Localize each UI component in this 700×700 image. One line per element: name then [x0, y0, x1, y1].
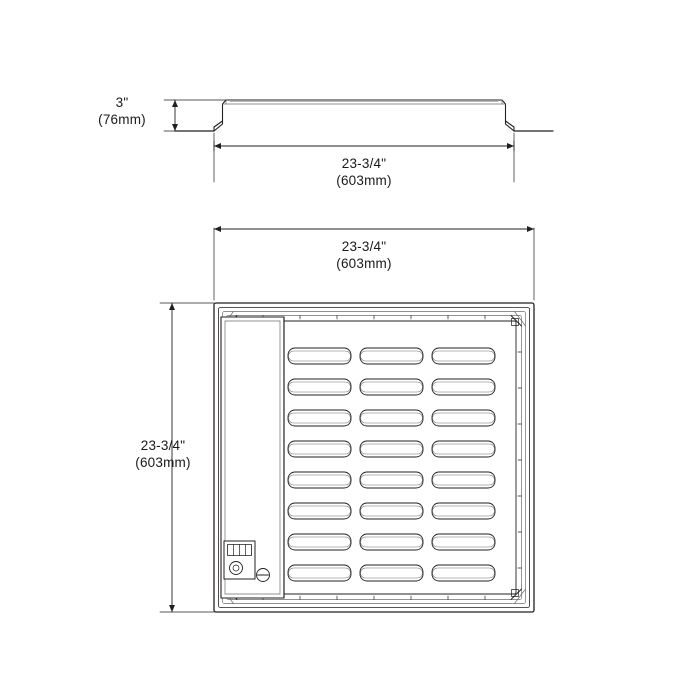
- top-width-metric: (603mm): [336, 256, 392, 271]
- top-view-length-dimension-label: [120, 437, 206, 471]
- top-view-width-dimension-label: [299, 238, 429, 272]
- depth-imperial: 3": [115, 95, 129, 110]
- led-panel-grid: [288, 348, 495, 581]
- top-width-imperial: 23-3/4": [341, 239, 387, 254]
- top-length-imperial: 23-3/4": [140, 438, 186, 453]
- side-width-imperial: 23-3/4": [341, 156, 387, 171]
- top-length-metric: (603mm): [135, 455, 191, 470]
- side-width-metric: (603mm): [336, 173, 392, 188]
- depth-metric: (76mm): [98, 112, 146, 127]
